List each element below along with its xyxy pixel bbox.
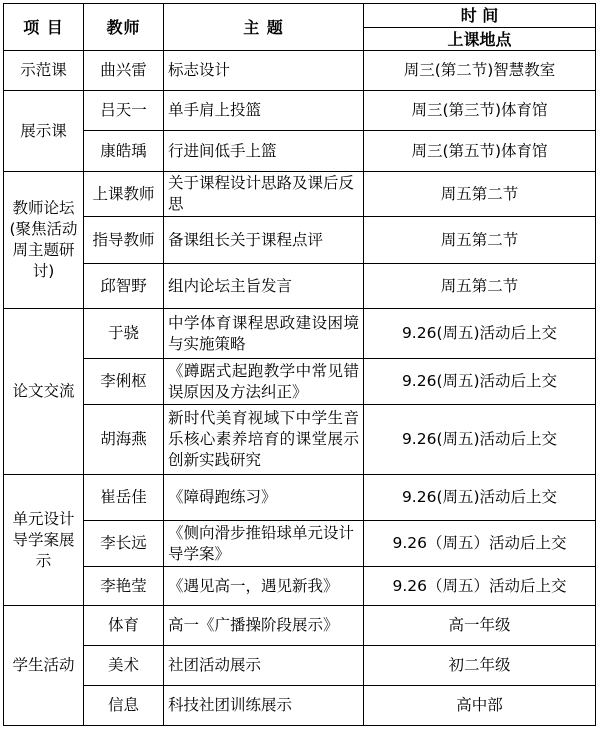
time-cell: 9.26(周五)活动后上交 <box>364 359 596 405</box>
teacher-cell: 吕天一 <box>84 91 164 131</box>
teacher-cell: 崔岳佳 <box>84 475 164 521</box>
header-project: 项 目 <box>4 4 84 51</box>
table-row <box>4 606 596 646</box>
topic-cell: 《障碍跑练习》 <box>164 475 364 521</box>
topic-cell: 备课组长关于课程点评 <box>164 217 364 264</box>
teacher-cell: 邱智野 <box>84 264 164 309</box>
topic-cell: 组内论坛主旨发言 <box>164 264 364 309</box>
teacher-cell: 上课教师 <box>84 172 164 217</box>
topic-cell: 新时代美育视域下中学生音乐核心素养培育的课堂展示创新实践研究 <box>164 405 364 475</box>
time-cell: 高中部 <box>364 686 596 726</box>
header-teacher: 教师 <box>84 4 164 51</box>
topic-cell: 单手肩上投篮 <box>164 91 364 131</box>
time-cell: 9.26(周五)活动后上交 <box>364 309 596 359</box>
table-row <box>4 91 596 131</box>
table-row <box>4 646 596 686</box>
time-cell: 高一年级 <box>364 606 596 646</box>
table-row <box>4 217 596 264</box>
topic-cell: 社团活动展示 <box>164 646 364 686</box>
header-topic: 主 题 <box>164 4 364 51</box>
category-cell: 教师论坛(聚焦活动周主题研讨) <box>4 172 84 309</box>
category-cell: 学生活动 <box>4 606 84 726</box>
topic-cell: 《遇见高一，遇见新我》 <box>164 567 364 606</box>
time-cell: 周五第二节 <box>364 172 596 217</box>
time-cell: 周三(第二节)智慧教室 <box>364 51 596 91</box>
table-row <box>4 309 596 359</box>
header-place: 上课地点 <box>364 28 596 51</box>
table-row <box>4 405 596 475</box>
time-cell: 周三(第五节)体育馆 <box>364 131 596 172</box>
table-row <box>4 475 596 521</box>
table-row <box>4 264 596 309</box>
teacher-cell: 体育 <box>84 606 164 646</box>
teacher-cell: 于骁 <box>84 309 164 359</box>
topic-cell: 中学体育课程思政建设困境与实施策略 <box>164 309 364 359</box>
time-cell: 9.26(周五)活动后上交 <box>364 405 596 475</box>
table-row <box>4 172 596 217</box>
time-cell: 9.26(周五)活动后上交 <box>364 475 596 521</box>
topic-cell: 行进间低手上篮 <box>164 131 364 172</box>
topic-cell: 《蹲踞式起跑教学中常见错误原因及方法纠正》 <box>164 359 364 405</box>
topic-cell: 标志设计 <box>164 51 364 91</box>
category-cell: 示范课 <box>4 51 84 91</box>
time-cell: 周五第二节 <box>364 264 596 309</box>
table-row <box>4 521 596 567</box>
header-time: 时 间 <box>364 4 596 28</box>
category-cell: 展示课 <box>4 91 84 172</box>
teacher-cell: 李长远 <box>84 521 164 567</box>
topic-cell: 高一《广播操阶段展示》 <box>164 606 364 646</box>
teacher-cell: 李俐枢 <box>84 359 164 405</box>
category-cell: 单元设计导学案展示 <box>4 475 84 606</box>
category-cell: 论文交流 <box>4 309 84 475</box>
activity-schedule-table <box>3 3 596 726</box>
table-row <box>4 131 596 172</box>
teacher-cell: 信息 <box>84 686 164 726</box>
table-row <box>4 359 596 405</box>
table-row <box>4 567 596 606</box>
topic-cell: 《侧向滑步推铅球单元设计导学案》 <box>164 521 364 567</box>
time-cell: 周三(第三节)体育馆 <box>364 91 596 131</box>
teacher-cell: 曲兴雷 <box>84 51 164 91</box>
table-row <box>4 686 596 726</box>
topic-cell: 关于课程设计思路及课后反思 <box>164 172 364 217</box>
time-cell: 9.26（周五）活动后上交 <box>364 521 596 567</box>
teacher-cell: 李艳莹 <box>84 567 164 606</box>
teacher-cell: 美术 <box>84 646 164 686</box>
time-cell: 9.26（周五）活动后上交 <box>364 567 596 606</box>
topic-cell: 科技社团训练展示 <box>164 686 364 726</box>
teacher-cell: 指导教师 <box>84 217 164 264</box>
teacher-cell: 胡海燕 <box>84 405 164 475</box>
teacher-cell: 康皓瑀 <box>84 131 164 172</box>
time-cell: 初二年级 <box>364 646 596 686</box>
table-row <box>4 51 596 91</box>
time-cell: 周五第二节 <box>364 217 596 264</box>
